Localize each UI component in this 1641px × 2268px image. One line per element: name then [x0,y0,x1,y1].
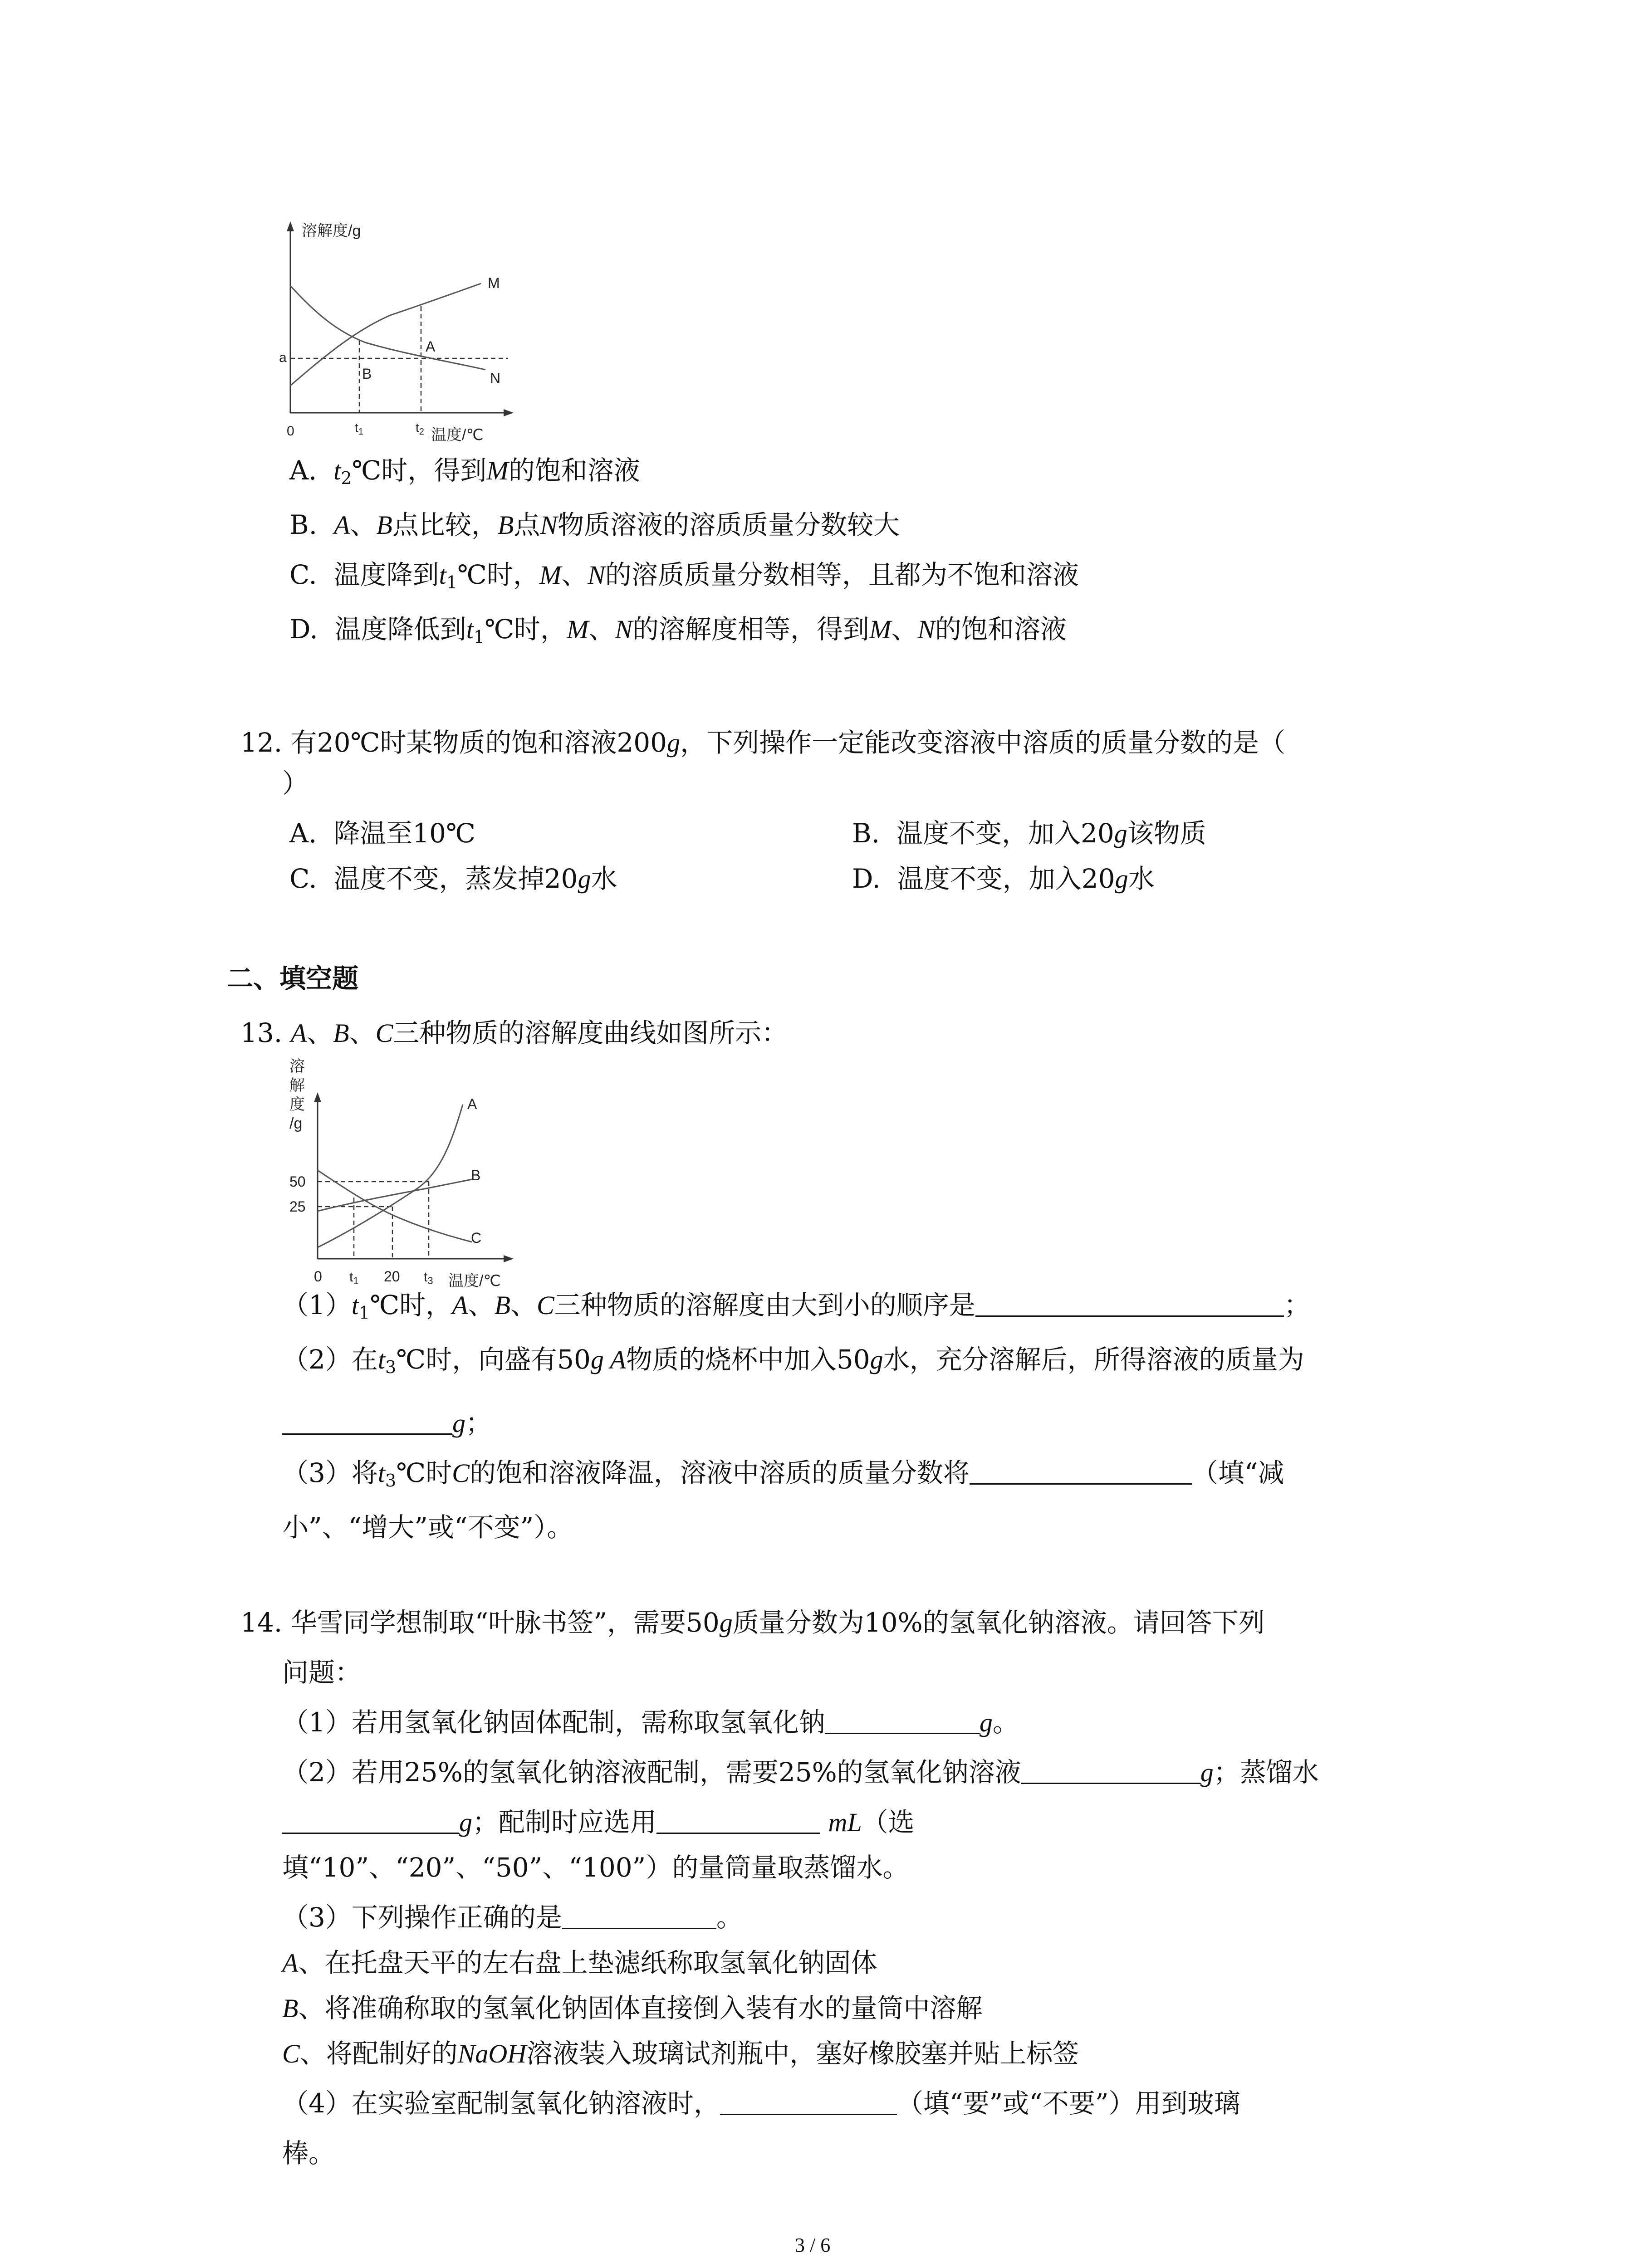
fig2-label-b: B [471,1167,481,1183]
curve-m [290,284,481,386]
q13-blank-3[interactable] [970,1460,1192,1485]
fig1-xlabel: 温度/℃ [431,426,484,444]
q11-option-a: A. $t_2℃$时，得到M的饱和溶液 [289,455,640,488]
q13-blank-1[interactable] [975,1292,1284,1317]
q12-stem-end: ） [282,768,309,799]
fig1-origin: 0 [287,424,294,439]
fig1-label-m: M [488,275,500,291]
fig2-ylabel-4: /g [289,1115,303,1132]
fig2-ylabel-3: 度 [289,1096,305,1113]
q13-sub3-cont: 小”、“增大”或“不变”）。 [282,1512,573,1543]
fig1-t1: $t_1$ [355,420,363,437]
fig1-a: a [279,350,287,365]
q12-option-d: D. 温度不变，加入20g水 [852,863,1155,894]
fig2-label-c: C [471,1230,482,1246]
q14-sub2-cont2: 填“10”、“20”、“50”、“100”）的量筒量取蒸馏水。 [282,1852,909,1883]
q14-stem: 14. 华雪同学想制取“叶脉书签”，需要50g质量分数为10%的氢氧化钠溶液。请回答下列 [240,1607,1265,1638]
q14-blank-1[interactable] [825,1709,980,1734]
q11-option-b: B. A、B点比较，B点N物质溶液的溶质质量分数较大 [289,509,900,540]
fig2-ylabel-2: 解 [289,1077,305,1094]
fig2-y25: 25 [289,1198,306,1215]
q14-blank-2[interactable] [1021,1759,1200,1784]
q14-sub1: （1）若用氢氧化钠固体配制，需称取氢氧化钠 g。 [282,1707,1019,1738]
q14-option-a: A、在托盘天平的左右盘上垫滤纸称取氢氧化钠固体 [282,1947,877,1978]
q13-sub2: （2）在$t_3℃$时，向盛有50g A物质的烧杯中加入50g水，充分溶解后，所得溶液的质量为 [282,1344,1304,1377]
fig1-ylabel: 溶解度/g [302,222,361,240]
q13-stem: 13. A、B、C三种物质的溶解度曲线如图所示： [240,1017,788,1048]
q14-blank-5[interactable] [562,1904,716,1929]
fig1-t2: $t_2$ [416,420,424,437]
fig2-ylabel-1: 溶 [289,1058,305,1075]
fig2-xt3: $t_3$ [424,1270,433,1286]
fig2-xt1: $t_1$ [349,1270,359,1286]
fig2-x20: 20 [384,1268,400,1285]
q14-sub4: （4）在实验室配制氢氧化钠溶液时， （填“要”或“不要”）用到玻璃 [282,2088,1240,2119]
q14-blank-6[interactable] [720,2090,897,2115]
q13-blank-2[interactable] [282,1410,452,1435]
fig2-xlabel: 温度/℃ [448,1272,501,1288]
q13-sub2-cont: g； [282,1410,492,1437]
q12-option-a: A. 降温至10℃ [289,818,475,849]
q12-option-c: C. 温度不变，蒸发掉20g水 [289,863,617,894]
section-title-fill-blank: 二、填空题 [227,963,359,994]
q14-sub2-cont: g；配制时应选用 mL（选 [282,1809,915,1836]
q12-stem: 12. 有20℃时某物质的饱和溶液200g，下列操作一定能改变溶液中溶质的质量分数的是（ [240,727,1286,758]
q13-sub3: （3）将$t_3℃$时C的饱和溶液降温，溶液中溶质的质量分数将 （填“减 [282,1457,1284,1491]
fig2-origin: 0 [314,1268,322,1285]
curve-n [290,286,485,370]
fig1-label-n: N [490,370,501,386]
page-number: 3 / 6 [795,2234,831,2256]
q14-sub2: （2）若用25%的氢氧化钠溶液配制，需要25%的氢氧化钠溶液 g；蒸馏水 [282,1757,1319,1788]
q14-option-b: B、将准确称取的氢氧化钠固体直接倒入装有水的量筒中溶解 [282,1993,983,2024]
curve-a [318,1105,463,1247]
fig1-label-a: A [426,338,436,355]
fig2-y50: 50 [289,1173,306,1190]
q14-sub4-cont: 棒。 [282,2138,335,2169]
q12-option-b: B. 温度不变，加入20g该物质 [852,818,1206,849]
solubility-chart-mn [254,213,544,449]
q14-blank-3[interactable] [282,1809,459,1834]
q14-blank-4[interactable] [656,1809,820,1834]
fig2-label-a: A [467,1096,477,1112]
q11-option-c: C. 温度降到$t_1℃$时，M、N的溶质质量分数相等，且都为不饱和溶液 [289,559,1079,592]
q13-sub1: $(1)t_1℃$时，A、B、C三种物质的溶解度由大到小的顺序是 ； [282,1290,1310,1323]
solubility-chart-abc [281,1052,535,1288]
q11-option-d: D. 温度降低到$t_1℃$时，M、N的溶解度相等，得到M、N的饱和溶液 [289,614,1067,647]
q14-option-c: C、将配制好的NaOH溶液装入玻璃试剂瓶中，塞好橡胶塞并贴上标签 [282,2038,1079,2069]
fig1-label-b: B [362,366,372,382]
q14-sub3: （3）下列操作正确的是 。 [282,1902,743,1933]
q14-stem-cont: 问题： [282,1657,362,1688]
